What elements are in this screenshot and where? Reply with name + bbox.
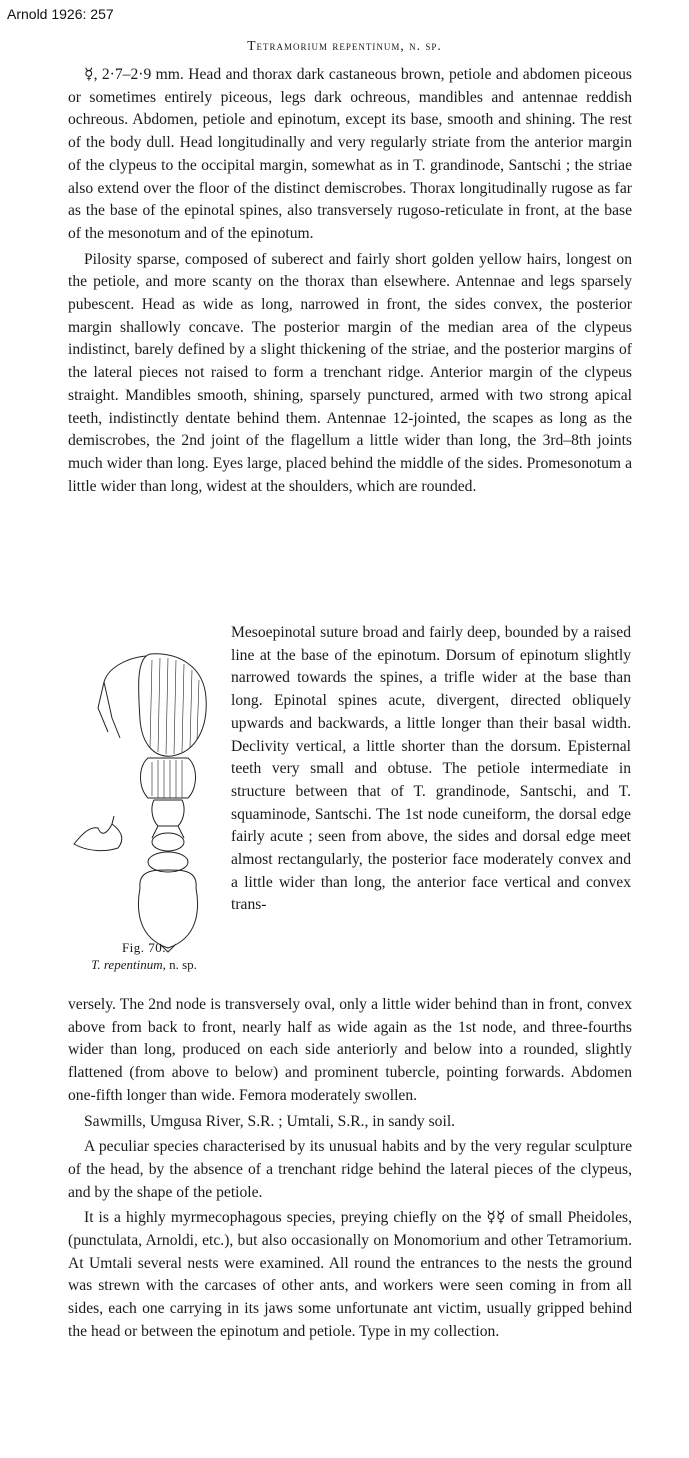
description-column — [68, 64, 632, 498]
paragraph-diagnosis: A peculiar species characterised by its unusual habits and by the very regular sculpture of the head, by the absence of a trenchant ridge behind the lateral pieces of the clypeus, and by the shape of the petiole. — [68, 1138, 632, 1201]
figure-caption-species: T. repentinum, — [91, 957, 166, 972]
paragraph-wrapped-beside-figure: Mesoepinotal suture broad and fairly deep, bounded by a raised line at the base of the epinotum. Dorsum of epinotum slightly narrowed towards the spines, a trifle wider at the base than long. Epinotal spines acute, divergent, directed obliquely upwards and backwards, a little longer than their basal width. Declivity vertical, a little shorter than the dorsum. Episternal teeth very small and obtuse. The petiole intermediate in structure between that of T. grandinode, Santschi, and T. squaminode, Santschi. The 1st node cuneiform, the dorsal edge fairly acute ; seen from above, the sides and dorsal edge meet almost rectangularly, the posterior face moderately convex and a little wider than long, the anterior face vertical and convex trans- — [231, 624, 631, 914]
paragraph-description: ☿, 2·7–2·9 mm. Head and thorax dark castaneous brown, petiole and abdomen piceous or sometimes entirely piceous, legs dark ochreous, mandibles and antennae reddish ochreous. Abdomen, petiole and epinotum, except its base, smooth and shining. The rest of the body dull. Head longitudinally and very regularly striate from the anterior margin of the clypeus to the occipital margin, somewhat as in T. grandinode, Santschi ; the striae also extend over the floor of the distinct demiscrobes. Thorax longitudinally rugose as far as the base of the epinotal spines, also transversely rugoso-reticulate in front, at the base of the mesonotum and of the epinotum. — [68, 66, 632, 242]
paragraph-petiole: versely. The 2nd node is transversely oval, only a little wider behind than in front, convex above from back to front, nearly half as wide again as the 1st node, and three-fourths wider than long, produced on each side anteriorly and below into a rounded, slightly flattened (from above to below) and prominent tubercle, pointing forwards. Abdomen one-fifth longer than wide. Femora moderately swollen. — [68, 996, 632, 1104]
species-title-text: Tetramorium repentinum, n. sp. — [247, 38, 442, 53]
paragraph-localities: Sawmills, Umgusa River, S.R. ; Umtali, S.R., in sandy soil. — [84, 1112, 456, 1130]
species-title — [0, 38, 689, 54]
continuation-column — [68, 994, 632, 1344]
figure-caption — [68, 957, 220, 973]
figure-caption-suffix: n. sp. — [165, 957, 197, 972]
paragraph-habits: It is a highly myrmecophagous species, preying chiefly on the ☿☿ of small Pheidoles, (punctulata, Arnoldi, etc.), but also occasionally on Monomorium and other Tetramorium. At Umtali several nests were examined. All round the entrances to the nests the ground was strewn with the carcases of other ants, and workers were seen coming in from all sides, each one carrying in its jaws some unfortunate ant victim, usually gripped behind the head or between the epinotum and petiole. Type in my collection. — [68, 1209, 632, 1340]
paragraph-pilosity: Pilosity sparse, composed of suberect and fairly short golden yellow hairs, longest on the petiole, and more scanty on the thorax than elsewhere. Antennae and legs sparsely pubescent. Head as wide as long, narrowed in front, the sides convex, the posterior margin shallowly concave. The posterior margin of the median area of the clypeus indistinct, barely defined by a slight thickening of the striae, and the posterior margins of the lateral pieces not raised to form a trenchant ridge. Anterior margin of the clypeus straight. Mandibles smooth, shining, sparsely punctured, armed with two strong apical teeth, indistinctly dentate behind them. Antennae 12-jointed, the scapes as long as the demiscrobes, the 2nd joint of the flagellum a little wider than long, the 3rd–8th joints much wider than long. Eyes large, placed behind the middle of the sides. Promesonotum a little wider than long, widest at the shoulders, which are rounded. — [68, 250, 632, 495]
reference-label: Arnold 1926: 257 — [7, 6, 114, 22]
ant-figure — [68, 648, 218, 978]
figure-label: Fig. 70. — [121, 940, 167, 955]
